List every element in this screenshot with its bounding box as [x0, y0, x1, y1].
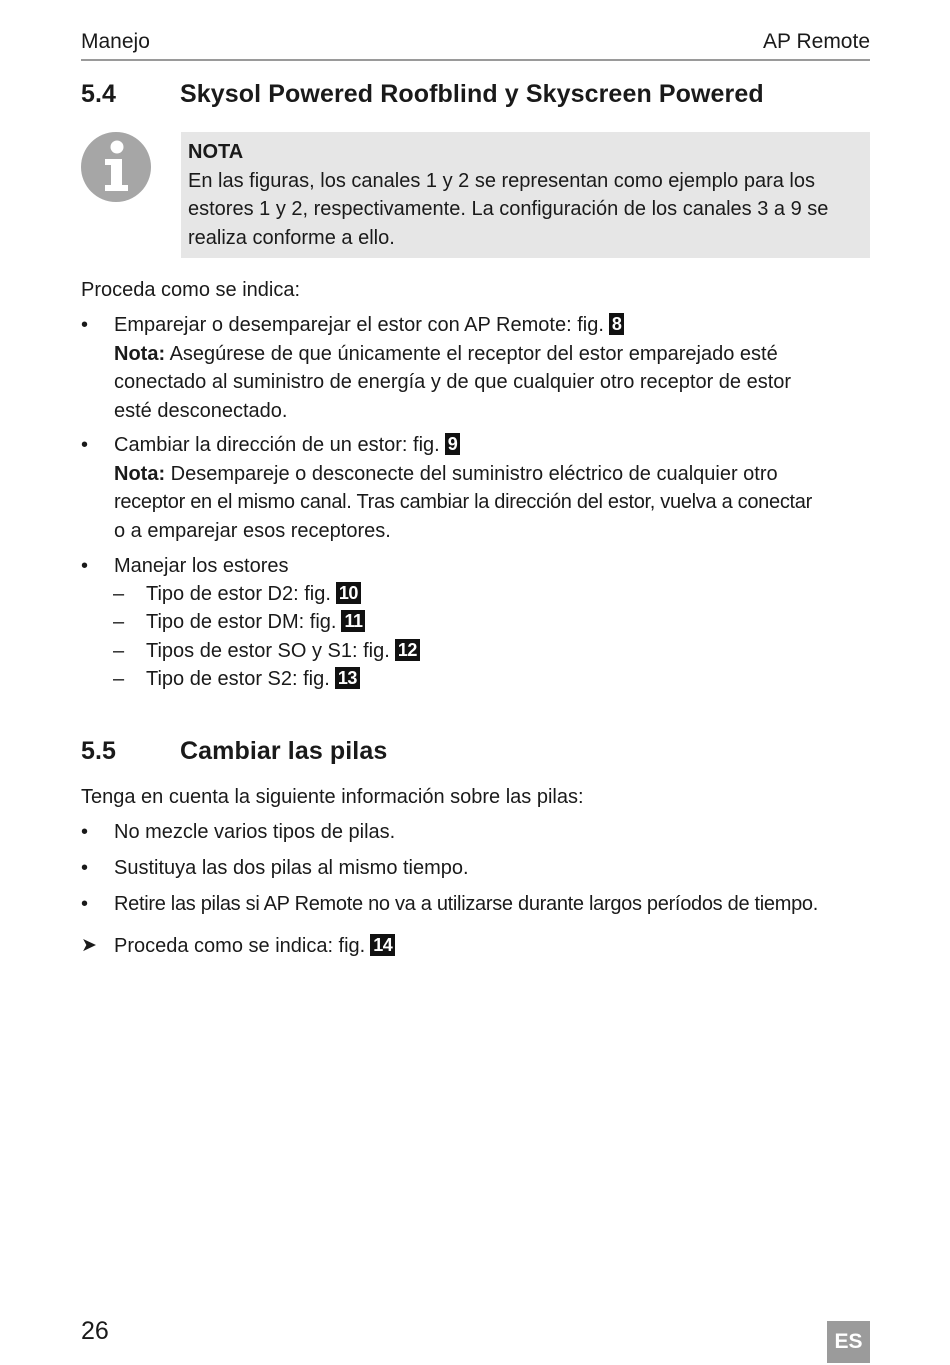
page-number: 26	[81, 1317, 109, 1345]
list-item-text: Cambiar la dirección de un estor: fig.	[114, 434, 440, 456]
dash-symbol: –	[113, 583, 125, 605]
header-product: AP Remote	[763, 30, 870, 53]
note-line: realiza conforme a ello.	[188, 226, 395, 249]
figure-ref-badge: 11	[341, 610, 365, 632]
sub-item-text: Tipo de estor S2: fig.	[146, 668, 330, 690]
figure-ref-badge: 8	[609, 313, 625, 335]
section-title: Cambiar las pilas	[180, 737, 388, 765]
section-5-5-intro: Tenga en cuenta la siguiente información sobre las pilas:	[81, 786, 584, 808]
bullet-symbol: •	[81, 893, 89, 915]
section-number: 5.4	[81, 80, 117, 108]
sub-item-text: Tipos de estor SO y S1: fig.	[146, 640, 390, 662]
figure-ref-badge: 10	[336, 582, 361, 604]
figure-ref-badge: 9	[445, 433, 461, 455]
note-text: Desempareje o desconecte del suministro eléctrico de cualquier otro	[165, 462, 778, 485]
note-label: Nota:	[114, 462, 166, 485]
page-header	[81, 28, 870, 61]
note-line: En las figuras, los canales 1 y 2 se representan como ejemplo para los	[188, 169, 816, 192]
list-item-text: No mezcle varios tipos de pilas.	[114, 821, 396, 843]
sub-item-text: Tipo de estor DM: fig.	[146, 611, 337, 633]
dash-symbol: –	[113, 640, 125, 662]
section-number: 5.5	[81, 737, 117, 765]
info-icon	[81, 132, 151, 202]
note-text: o a emparejar esos receptores.	[114, 519, 391, 542]
note-text: receptor en el mismo canal. Tras cambiar la dirección del estor, vuelva a conectar	[114, 491, 812, 513]
figure-ref-badge: 12	[395, 639, 420, 661]
dash-symbol: –	[113, 611, 125, 633]
note-title: NOTA	[188, 141, 244, 163]
bullet-symbol: •	[81, 857, 89, 879]
section-5-4-heading	[81, 78, 764, 110]
sub-item-text: Tipo de estor D2: fig.	[146, 583, 331, 605]
bullet-symbol: •	[81, 555, 89, 577]
note-label: Nota:	[114, 342, 166, 365]
list-item-text: Emparejar o desemparejar el estor con AP Remote: fig.	[114, 314, 604, 336]
figure-ref-badge: 13	[335, 667, 360, 689]
list-item-text: Manejar los estores	[114, 555, 289, 577]
section-5-5-heading	[81, 735, 387, 767]
arrow-icon: ➤	[81, 935, 97, 956]
bullet-symbol: •	[81, 821, 89, 843]
header-chapter: Manejo	[81, 30, 150, 53]
action-text: Proceda como se indica: fig.	[114, 935, 366, 957]
figure-ref-badge: 14	[370, 934, 395, 956]
note-text: esté desconectado.	[114, 399, 288, 422]
note-box	[181, 132, 870, 258]
note-line: estores 1 y 2, respectivamente. La configuración de los canales 3 a 9 se	[188, 198, 829, 220]
section-5-4-intro: Proceda como se indica:	[81, 279, 301, 301]
dash-symbol: –	[113, 668, 125, 690]
note-text: Asegúrese de que únicamente el receptor del estor emparejado esté	[165, 342, 778, 365]
list-item-text: Retire las pilas si AP Remote no va a utilizarse durante largos períodos de tiempo.	[114, 893, 819, 915]
note-text: conectado al suministro de energía y de que cualquier otro receptor de estor	[114, 371, 792, 393]
section-title: Skysol Powered Roofblind y Skyscreen Powered	[180, 80, 764, 108]
language-badge: ES	[827, 1321, 870, 1363]
list-item-text: Sustituya las dos pilas al mismo tiempo.	[114, 857, 469, 879]
bullet-symbol: •	[81, 434, 89, 456]
bullet-symbol: •	[81, 314, 89, 336]
